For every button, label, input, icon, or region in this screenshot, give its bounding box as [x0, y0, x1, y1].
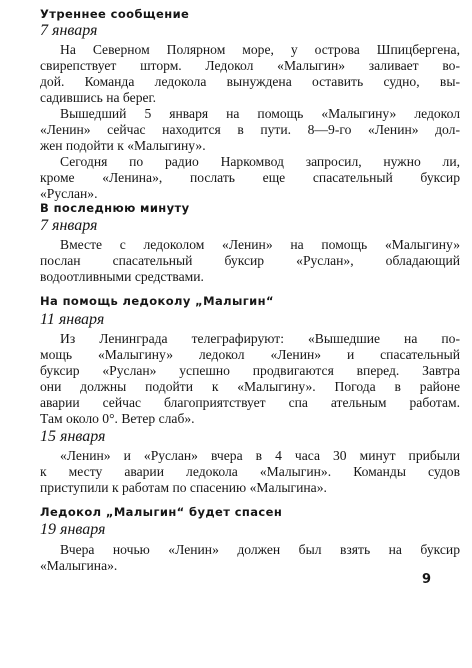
- section-heading-last-minute: В последнюю минуту: [40, 201, 190, 215]
- text-line: «Ленин» сейчас находится в пути. 8—9-го «Ленин» дол-: [40, 122, 460, 137]
- section-heading-help-malygin: На помощь ледоколу „Малыгин“: [40, 294, 274, 308]
- text-line: послан спасательный буксир «Руслан», обладающий: [40, 253, 460, 268]
- text-line: Из Ленинграда телеграфируют: «Вышедшие на по-: [60, 331, 460, 346]
- text-line: аварии сейчас благоприятствует спа ательным работам.: [40, 395, 460, 410]
- date-jan-11: 11 января: [40, 311, 105, 328]
- date-jan-7: 7 января: [40, 217, 98, 234]
- text-line: водоотливными средствами.: [40, 269, 204, 284]
- text-line: садившись на берег.: [40, 90, 156, 105]
- date-jan-15: 15 января: [40, 428, 106, 445]
- text-line: буксир «Руслан» успешно продвигаются вперед. Завтра: [40, 363, 460, 378]
- text-line: Вместе с ледоколом «Ленин» на помощь «Малыгину»: [60, 237, 460, 252]
- text-line: приступили к работам по спасению «Малыгина».: [40, 480, 327, 495]
- text-line: Сегодня по радио Наркомвод запросил, нужно ли,: [60, 154, 460, 169]
- date-jan-19: 19 января: [40, 521, 106, 538]
- text-line: «Руслан».: [40, 186, 98, 201]
- section-heading-will-be-saved: Ледокол „Малыгин“ будет спасен: [40, 505, 283, 519]
- text-line: жен подойти к «Малыгину».: [40, 138, 206, 153]
- text-line: Вышедший 5 января на помощь «Малыгину» ледокол: [60, 106, 460, 121]
- text-line: дой. Команда ледокола вынуждена оставить судно, вы-: [40, 74, 460, 89]
- page-number: 9: [422, 572, 432, 587]
- text-line: к месту аварии ледокола «Малыгин». Команды судов: [40, 464, 460, 479]
- date-jan-7: 7 января: [40, 22, 98, 39]
- text-line: свирепствует шторм. Ледокол «Малыгин» заливает во-: [40, 58, 460, 73]
- text-line: На Северном Полярном море, у острова Шпицбергена,: [60, 42, 460, 57]
- section-heading-morning-report: Утреннее сообщение: [40, 7, 190, 21]
- text-line: они должны подойти к «Малыгину». Погода в районе: [40, 379, 460, 394]
- text-line: «Малыгина».: [40, 558, 118, 573]
- text-line: кроме «Ленина», послать еще спасательный буксир: [40, 170, 460, 185]
- text-line: «Ленин» и «Руслан» вчера в 4 часа 30 минут прибыли: [60, 448, 460, 463]
- text-line: мощь «Малыгину» ледокол «Ленин» и спасательный: [40, 347, 460, 362]
- text-line: Вчера ночью «Ленин» должен был взять на буксир: [60, 542, 460, 557]
- text-line: Там около 0°. Ветер слаб».: [40, 411, 195, 426]
